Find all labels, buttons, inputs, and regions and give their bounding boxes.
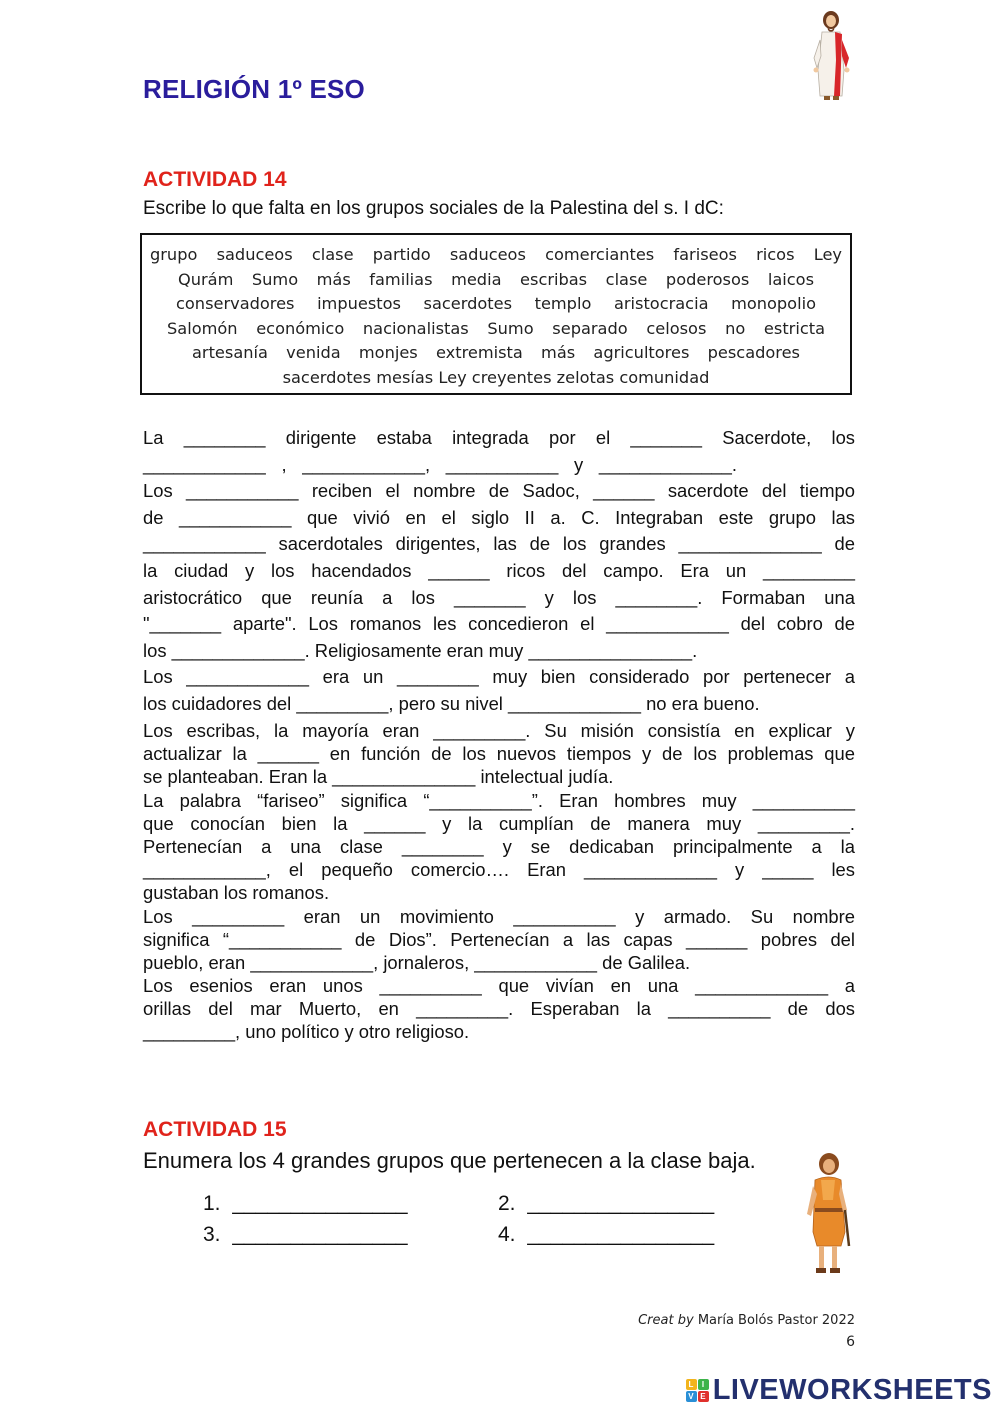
- text-line: _________, uno político y otro religioso.: [143, 1021, 470, 1043]
- text-line: significa “___________ de Dios”. Pertenecían a las capas ______ pobres del: [143, 928, 855, 950]
- word-bank: [140, 233, 852, 395]
- text-line: Los esenios eran unos __________ que vivían en una _____________ a: [143, 975, 855, 997]
- logo-letter: L: [686, 1379, 697, 1390]
- answer-item-3: [203, 1223, 408, 1247]
- page-title: RELIGIÓN 1º ESO: [143, 74, 365, 104]
- brand-text: LIVEWORKSHEETS: [712, 1374, 992, 1406]
- text-line: Los _________ eran un movimiento __________ y armado. Su nombre: [143, 905, 855, 927]
- text-line: La ________ dirigente estaba integrada por el _______ Sacerdote, los: [143, 427, 855, 448]
- text-line: ____________ sacerdotales dirigentes, las de los grandes ______________ de: [143, 533, 855, 555]
- answer-item-4: [498, 1223, 714, 1247]
- page-number: 6: [846, 1334, 855, 1350]
- fill-in-text-block-1: [143, 425, 855, 718]
- text-line: los _____________. Religiosamente eran muy ________________.: [143, 639, 698, 661]
- text-line: que conocían bien la ______ y la cumplían de manera muy _________.: [143, 812, 855, 834]
- text-line: la ciudad y los hacendados ______ ricos del campo. Era un _________: [143, 559, 855, 581]
- fill-in-text-block-2: [143, 719, 855, 1044]
- text-line: orillas del mar Muerto, en _________. Esperaban la __________ de dos: [143, 998, 855, 1020]
- text-line: Los ___________ reciben el nombre de Sadoc, ______ sacerdote del tiempo: [143, 480, 855, 502]
- answer-blank[interactable]: ________________: [527, 1223, 715, 1246]
- text-line: Pertenecían a una clase ________ y se dedicaban principalmente a la: [143, 835, 855, 857]
- text-line: "_______ aparte". Los romanos les concedieron el ____________ del cobro de: [143, 613, 855, 635]
- logo-letter: E: [698, 1391, 709, 1402]
- credit-author: María Bolós Pastor 2022: [697, 1313, 855, 1328]
- word-bank-line: Qurám Sumo más familias media escribas clase poderosos laicos: [178, 269, 814, 289]
- word-bank-line: grupo saduceos clase partido saduceos comerciantes fariseos ricos Ley: [150, 245, 842, 264]
- liveworksheets-logo-icon: [686, 1379, 709, 1402]
- answer-blank[interactable]: _______________: [232, 1192, 408, 1215]
- jesus-illustration: [806, 10, 856, 102]
- item-number: 4.: [498, 1223, 516, 1246]
- credit-prefix: Creat by: [638, 1313, 694, 1328]
- word-bank-line: conservadores impuestos sacerdotes templo aristocracia monopolio: [176, 294, 816, 314]
- word-bank-line: sacerdotes mesías Ley creyentes zelotas comunidad: [282, 367, 710, 387]
- text-line: de ___________ que vivió en el siglo II a. C. Integraban este grupo las: [143, 506, 855, 528]
- activity-14-heading: ACTIVIDAD 14: [143, 168, 287, 191]
- text-line: actualizar la ______ en función de los nuevos tiempos y de los problemas que: [143, 743, 855, 765]
- logo-letter: I: [698, 1379, 709, 1390]
- text-line: aristocrático que reunía a los _______ y los ________. Formaban una: [143, 586, 855, 608]
- text-line: pueblo, eran ____________, jornaleros, ____________ de Galilea.: [143, 951, 691, 973]
- activity-15-instruction: Enumera los 4 grandes grupos que pertenecen a la clase baja.: [143, 1148, 756, 1173]
- logo-letter: V: [686, 1391, 697, 1402]
- author-credit: [638, 1313, 855, 1328]
- word-bank-line: artesanía venida monjes extremista más agricultores pescadores: [192, 343, 800, 363]
- text-line: ____________ , ____________, ___________ y _____________.: [143, 453, 737, 475]
- text-line: Los ____________ era un ________ muy bien considerado por pertenecer a: [143, 666, 855, 688]
- text-line: se planteaban. Eran la ______________ intelectual judía.: [143, 766, 614, 788]
- answer-blank[interactable]: ________________: [527, 1192, 715, 1215]
- text-line: La palabra “fariseo” significa “__________”. Eran hombres muy __________: [143, 789, 855, 811]
- word-bank-line: Salomón económico nacionalistas Sumo separado celosos no estricta: [167, 318, 825, 338]
- worker-illustration: [801, 1150, 853, 1280]
- activity-15-heading: ACTIVIDAD 15: [143, 1118, 287, 1141]
- text-line: ____________, el pequeño comercio…. Eran _____________ y _____ les: [143, 859, 855, 881]
- item-number: 1.: [203, 1192, 221, 1215]
- text-line: gustaban los romanos.: [143, 882, 330, 904]
- text-line: Los escribas, la mayoría eran _________. Su misión consistía en explicar y: [143, 720, 855, 741]
- answer-item-1: [203, 1192, 408, 1216]
- answer-item-2: [498, 1192, 714, 1216]
- item-number: 2.: [498, 1192, 516, 1215]
- text-line: los cuidadores del _________, pero su nivel _____________ no era bueno.: [143, 692, 760, 714]
- answer-blank[interactable]: _______________: [232, 1223, 408, 1246]
- activity-14-instruction: Escribe lo que falta en los grupos sociales de la Palestina del s. I dC:: [143, 198, 724, 219]
- liveworksheets-brand[interactable]: [686, 1374, 992, 1407]
- item-number: 3.: [203, 1223, 221, 1246]
